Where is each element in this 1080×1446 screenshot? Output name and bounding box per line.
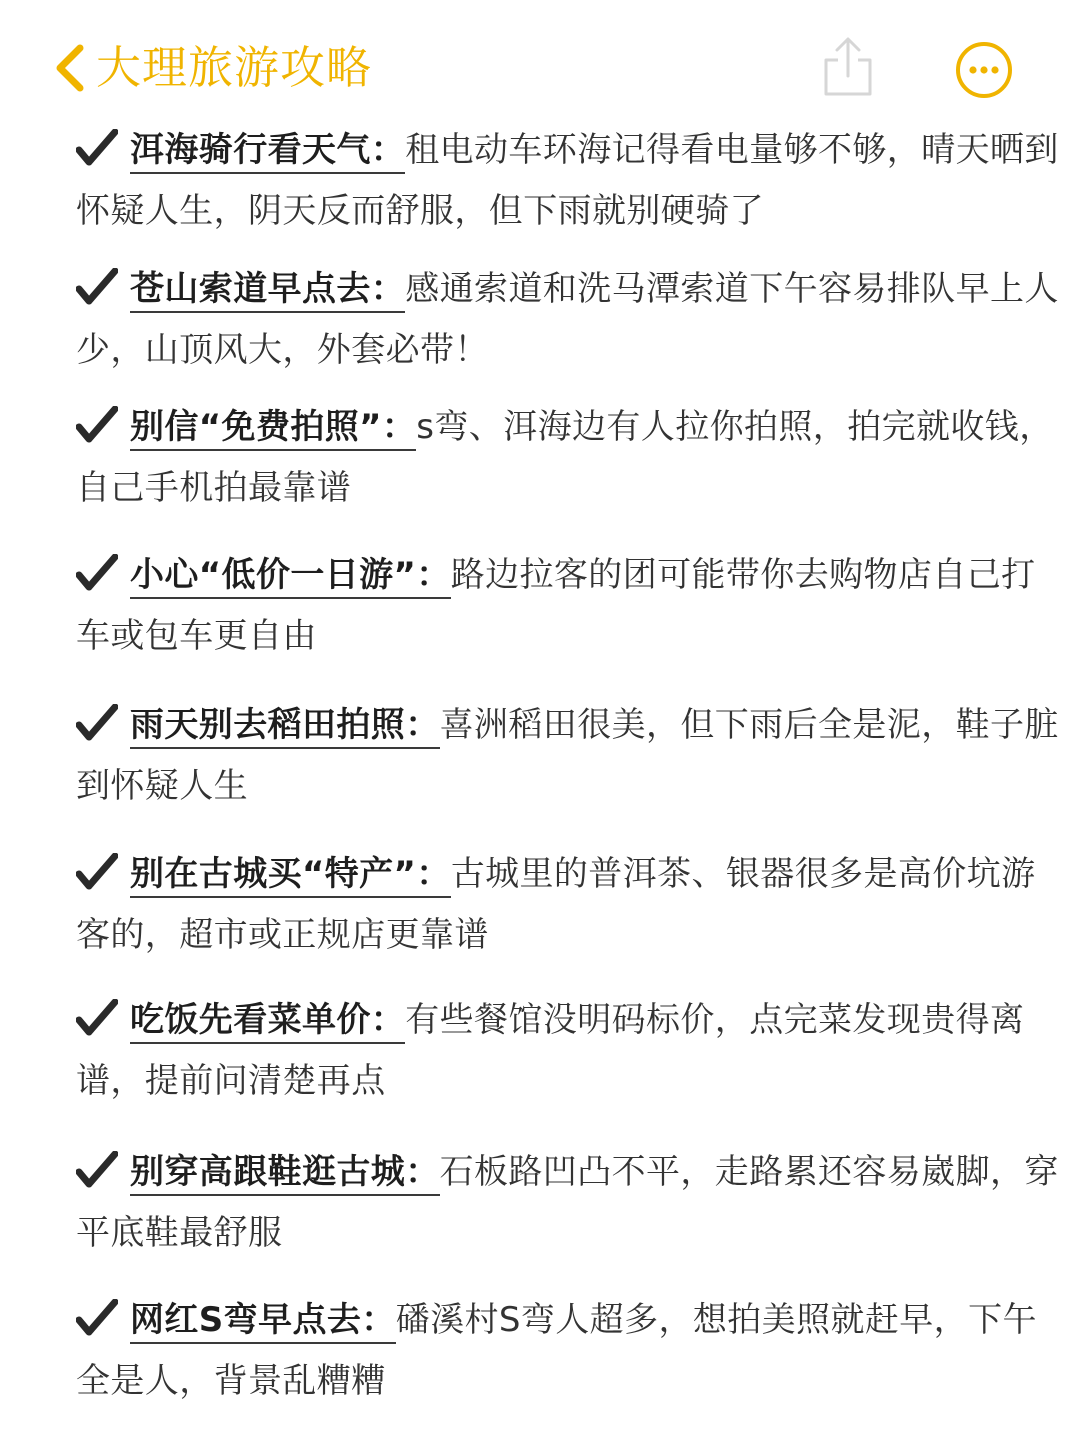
tip-item xyxy=(76,1142,1060,1264)
tip-item xyxy=(76,844,1060,966)
tip-title: 小心“低价一日游”： xyxy=(130,555,451,599)
tip-item xyxy=(76,120,1060,242)
checkmark-icon xyxy=(76,406,118,444)
tip-title: 洱海骑行看天气： xyxy=(130,130,405,174)
tip-item xyxy=(76,990,1060,1112)
checkmark-icon xyxy=(76,704,118,742)
tip-body: 路边拉客的团可能带你去购物店自己打车或包车更自由 xyxy=(76,555,1036,656)
checkmark-icon xyxy=(76,999,118,1037)
tip-item xyxy=(76,545,1060,667)
tip-body: 感通索道和洗马潭索道下午容易排队早上人少，山顶风大，外套必带！ xyxy=(76,269,1059,370)
tip-item xyxy=(76,695,1060,817)
tip-title: 别在古城买“特产”： xyxy=(130,854,451,898)
tip-item xyxy=(76,1290,1060,1412)
tip-item xyxy=(76,259,1060,381)
tip-title: 雨天别去稻田拍照： xyxy=(130,705,440,749)
tip-body: 喜洲稻田很美，但下雨后全是泥，鞋子脏到怀疑人生 xyxy=(76,705,1059,806)
tip-body: s弯、洱海边有人拉你拍照，拍完就收钱，自己手机拍最靠谱 xyxy=(76,407,1054,508)
checkmark-icon xyxy=(76,1151,118,1189)
tip-title: 别穿高跟鞋逛古城： xyxy=(130,1152,440,1196)
page-title: 大理旅游攻略 xyxy=(96,41,373,94)
checkmark-icon xyxy=(76,268,118,306)
tip-body: 石板路凹凸不平，走路累还容易崴脚，穿平底鞋最舒服 xyxy=(76,1152,1059,1253)
tip-title: 吃饭先看菜单价： xyxy=(130,1000,405,1044)
tip-item xyxy=(76,397,1060,519)
checkmark-icon xyxy=(76,1299,118,1337)
checkmark-icon xyxy=(76,129,118,167)
checkmark-icon xyxy=(76,853,118,891)
tip-body: 磻溪村S弯人超多，想拍美照就赶早，下午全是人，背景乱糟糟 xyxy=(76,1300,1037,1401)
tip-body: 古城里的普洱茶、银器很多是高价坑游客的，超市或正规店更靠谱 xyxy=(76,854,1036,955)
tip-title: 网红S弯早点去： xyxy=(130,1300,396,1344)
checkmark-icon xyxy=(76,554,118,592)
tip-body: 有些餐馆没明码标价，点完菜发现贵得离谱，提前问清楚再点 xyxy=(76,1000,1025,1101)
tip-title: 苍山索道早点去： xyxy=(130,269,405,313)
tip-title: 别信“免费拍照”： xyxy=(130,407,416,451)
tip-body: 租电动车环海记得看电量够不够，晴天晒到怀疑人生，阴天反而舒服，但下雨就别硬骑了 xyxy=(76,130,1059,231)
